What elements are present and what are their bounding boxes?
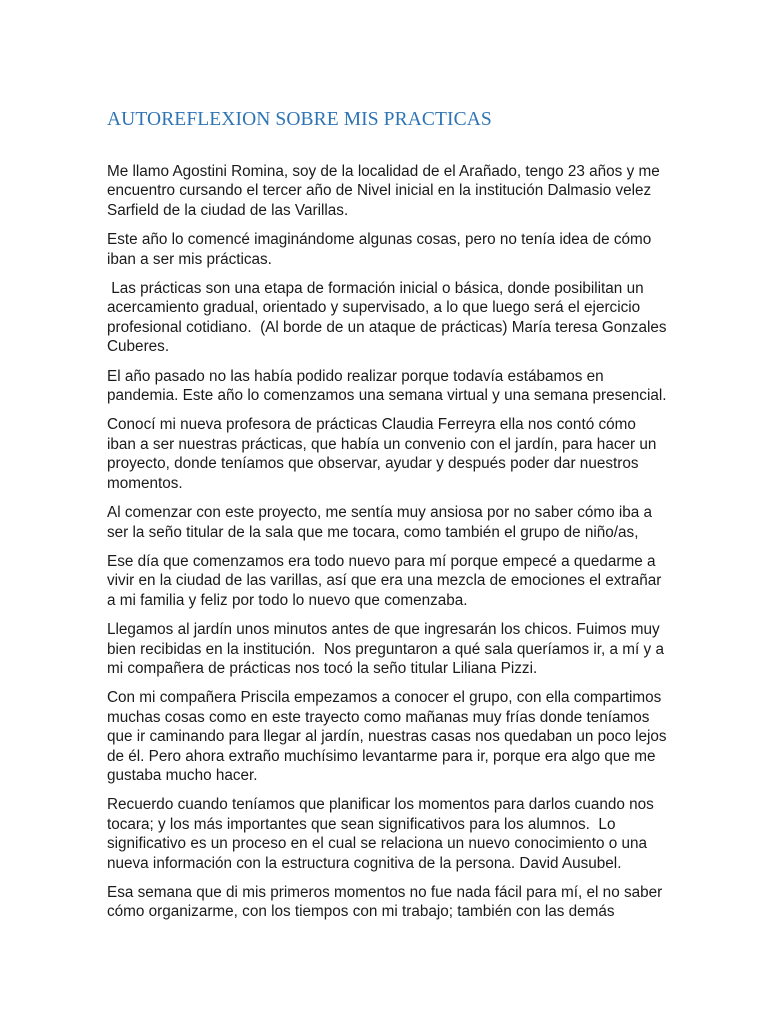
paragraph-2: Este año lo comencé imaginándome algunas cosas, pero no tenía idea de cómo iban a ser mis prácticas. [107, 231, 656, 268]
paragraph-10: Recuerdo cuando teníamos que planificar los momentos para darlos cuando nos tocara; y los más importantes que sean significativos para los alumnos. Lo significativo es un proceso en el cual se relaciona un nuevo conocimiento o una nueva información con la estructura cognitiva de la persona. David Ausubel. [107, 796, 659, 872]
paragraph-9: Con mi compañera Priscila empezamos a conocer el grupo, con ella compartimos muchas cosas como en este trayecto como mañanas muy frías donde teníamos que ir caminando para llegar al jardín, nuestras casas nos quedaban un poco lejos de él. Pero ahora extraño muchísimo levantarme para ir, porque era algo que me gustaba mucho hacer. [107, 689, 671, 784]
paragraph-11: Esa semana que di mis primeros momentos no fue nada fácil para mí, el no saber cómo organizarme, con los tiempos con mi trabajo; también con las demás [107, 884, 667, 921]
document-body [107, 108, 671, 932]
paragraph-7: Ese día que comenzamos era todo nuevo para mí porque empecé a quedarme a vivir en la ciudad de las varillas, así que era una mezcla de emociones el extrañar a mi familia y feliz por todo lo nuevo que comenzaba. [107, 552, 666, 609]
paragraph-1: Me llamo Agostini Romina, soy de la localidad de el Arañado, tengo 23 años y me encuentro cursando el tercer año de Nivel inicial en la institución Dalmasio velez Sarfield de la ciudad de las Varillas. [107, 163, 664, 219]
paragraph-5: Conocí mi nueva profesora de prácticas Claudia Ferreyra ella nos contó cómo iban a ser nuestras prácticas, que había un convenio con el jardín, para hacer un proyecto, donde teníamos que observar, ayudar y después poder dar nuestros momentos. [107, 416, 661, 492]
paragraph-8: Llegamos al jardín unos minutos antes de que ingresarán los chicos. Fuimos muy bien recibidas en la institución. Nos preguntaron a qué sala queríamos ir, a mí y a mi compañera de prácticas nos tocó la seño titular Liliana Pizzi. [107, 621, 669, 677]
paragraph-4: El año pasado no las había podido realizar porque todavía estábamos en pandemia. Este año lo comenzamos una semana virtual y una semana presencial. [107, 367, 667, 405]
paragraph-3: Las prácticas son una etapa de formación inicial o básica, donde posibilitan un acercamiento gradual, orientado y supervisado, a lo que luego será el ejercicio profesional cotidiano. (Al borde de un ataque de prácticas) María teresa Gonzales Cuberes. [107, 280, 671, 356]
document-title: AUTOREFLEXION SOBRE MIS PRACTICAS [107, 109, 492, 130]
paragraph-6: Al comenzar con este proyecto, me sentía muy ansiosa por no saber cómo iba a ser la seño titular de la sala que me tocara, como también el grupo de niño/as, [107, 504, 657, 541]
